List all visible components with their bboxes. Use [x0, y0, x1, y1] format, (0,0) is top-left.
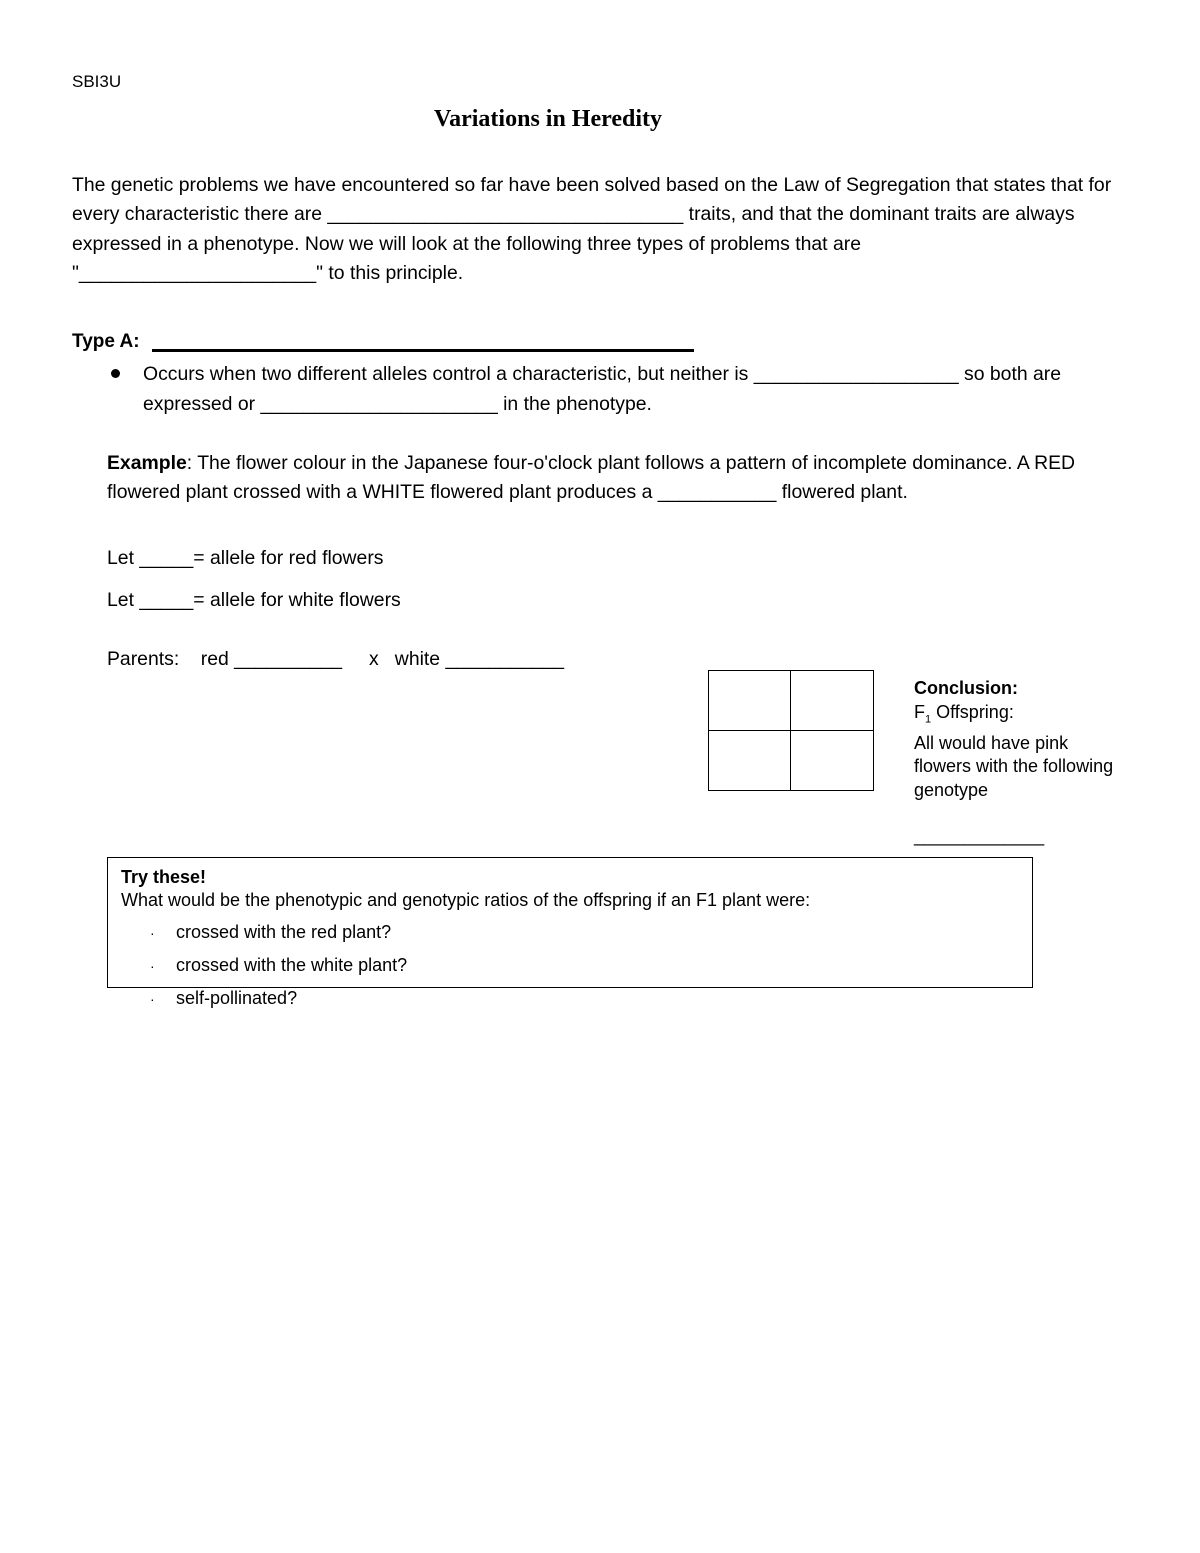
- conclusion-block: [914, 677, 1114, 802]
- type-a-bullet-text: Occurs when two different alleles control a characteristic, but neither is ___________________ so both are expressed or ______________________ in the phenotype.: [143, 363, 1062, 415]
- example-text: : The flower colour in the Japanese four-o'clock plant follows a pattern of incomplete dominance. A RED flowered plant crossed with a WHITE flowered plant produces a ___________ flowered plant.: [107, 452, 1076, 504]
- list-item: crossed with the white plant?: [176, 955, 408, 975]
- page-title-text: Variations in Heredity: [433, 106, 662, 132]
- type-a-label: Type A:: [72, 331, 140, 352]
- bullet-icon: [111, 369, 120, 378]
- try-these-heading: Try these!: [121, 867, 207, 887]
- page-title: [0, 106, 1096, 133]
- example-label: Example: [107, 452, 187, 474]
- example-paragraph: [107, 449, 1097, 508]
- let-white-allele: Let _____= allele for white flowers: [107, 589, 401, 611]
- try-these-question: What would be the phenotypic and genotypic ratios of the offspring if an F1 plant were:: [121, 890, 811, 910]
- f-subscript: 1: [925, 713, 932, 726]
- let-red-allele: Let _____= allele for red flowers: [107, 547, 384, 569]
- genotype-answer-blank: _____________: [914, 826, 1045, 846]
- course-code: SBI3U: [72, 72, 122, 91]
- bullet-icon: ·: [150, 991, 155, 1007]
- punnett-square: [708, 670, 874, 791]
- punnett-cell: [709, 671, 789, 729]
- bullet-icon: ·: [150, 958, 155, 974]
- punnett-cell: [791, 671, 871, 729]
- type-a-answer-line: [152, 349, 694, 352]
- offspring-label: [914, 701, 1114, 732]
- punnett-cell: [709, 731, 789, 789]
- conclusion-heading: Conclusion:: [914, 678, 1018, 698]
- list-item: self-pollinated?: [176, 988, 298, 1008]
- punnett-cell: [791, 731, 871, 789]
- parents-line: Parents: red __________ x white ___________: [107, 648, 565, 670]
- intro-paragraph: The genetic problems we have encountered so far have been solved based on the Law of Segregation that states that for every characteristic there are _________________________________ traits, and that the dominant traits are always expressed in a phenotype. Now we will look at the following three types of problems that are "______________________" to this principle.: [72, 174, 1112, 284]
- f-letter: F: [914, 701, 925, 722]
- bullet-icon: ·: [150, 925, 155, 941]
- conclusion-text: All would have pink flowers with the following genotype: [914, 732, 1114, 800]
- list-item: crossed with the red plant?: [176, 922, 392, 942]
- offspring-text: Offspring:: [931, 701, 1014, 722]
